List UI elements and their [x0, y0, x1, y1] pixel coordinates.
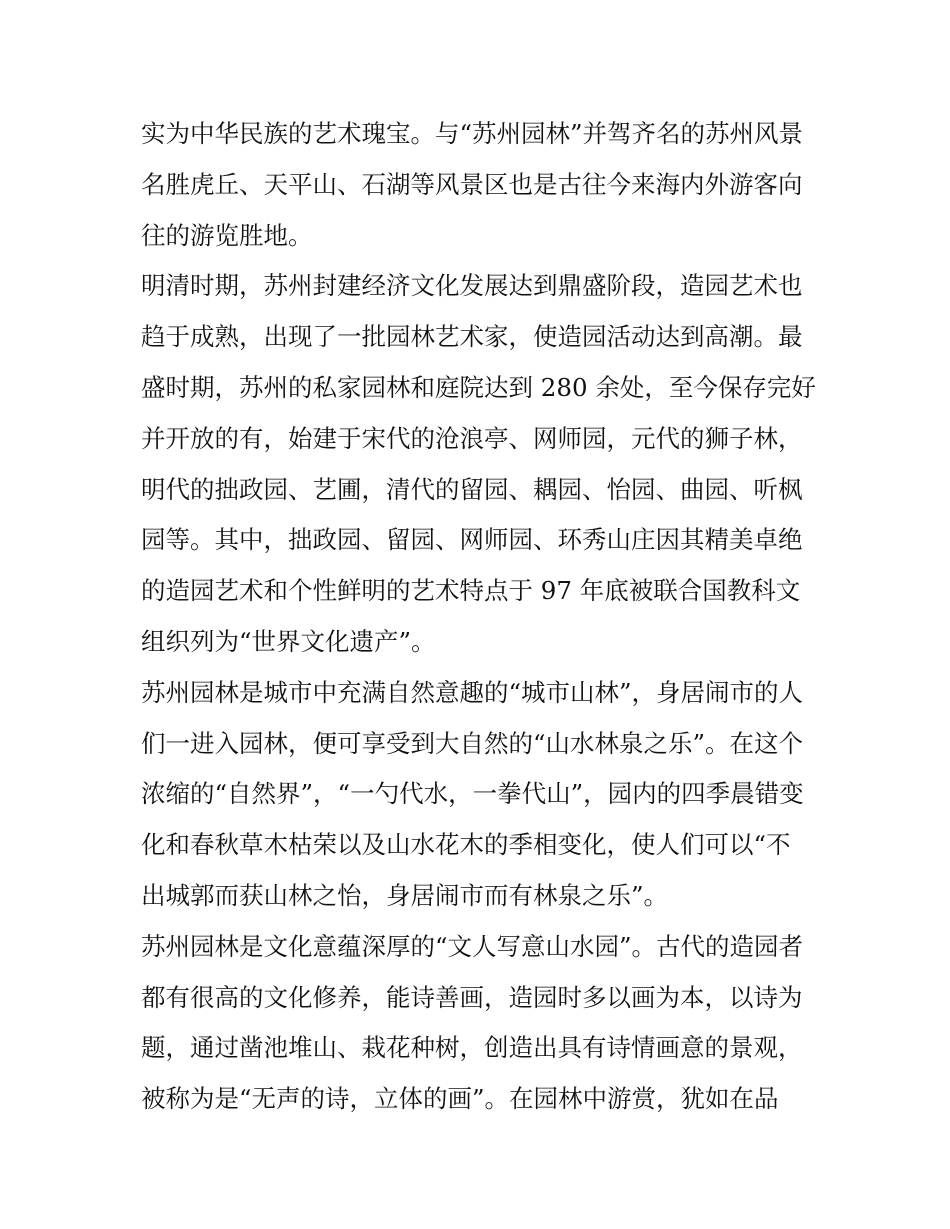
- text-line: 明代的拙政园、艺圃，清代的留园、耦园、怡园、曲园、听枫: [141, 474, 803, 504]
- text-line: 趋于成熟，出现了一批园林艺术家，使造园活动达到高潮。最: [141, 322, 803, 352]
- text-line: 并开放的有，始建于宋代的沧浪亭、网师园，元代的狮子林，: [141, 423, 803, 453]
- text-line: 题，通过凿池堆山、栽花种树，创造出具有诗情画意的景观，: [141, 1033, 803, 1063]
- text-line: 都有很高的文化修养，能诗善画，造园时多以画为本，以诗为: [141, 982, 803, 1012]
- body-text: [141, 109, 821, 1125]
- text-line: 苏州园林是城市中充满自然意趣的“城市山林”，身居闹市的人: [141, 677, 804, 707]
- text-line: 明清时期，苏州封建经济文化发展达到鼎盛阶段，造园艺术也: [141, 271, 803, 301]
- text-line: 的造园艺术和个性鲜明的艺术特点于 97 年底被联合国教科文: [141, 576, 801, 606]
- text-line: 们一进入园林，便可享受到大自然的“山水林泉之乐”。在这个: [141, 728, 804, 758]
- text-line: 化和春秋草木枯荣以及山水花木的季相变化，使人们可以“不: [141, 830, 791, 860]
- text-line: 往的游览胜地。: [141, 220, 313, 250]
- text-line: 盛时期，苏州的私家园林和庭院达到 280 余处，至今保存完好: [141, 372, 816, 402]
- text-line: 组织列为“世界文化遗产”。: [141, 626, 436, 656]
- text-line: 名胜虎丘、天平山、石湖等风景区也是古往今来海内外游客向: [141, 169, 803, 199]
- text-line: 苏州园林是文化意蕴深厚的“文人写意山水园”。古代的造园者: [141, 931, 804, 961]
- text-line: 园等。其中，拙政园、留园、网师园、环秀山庄因其精美卓绝: [141, 525, 803, 555]
- text-line: 出城郭而获山林之怡，身居闹市而有林泉之乐”。: [141, 880, 669, 910]
- text-line: 浓缩的“自然界”，“一勺代水，一拳代山”，园内的四季晨错变: [141, 779, 804, 809]
- text-line: 被称为是“无声的诗，立体的画”。在园林中游赏，犹如在品: [141, 1084, 779, 1114]
- text-line: 实为中华民族的艺术瑰宝。与“苏州园林”并驾齐名的苏州风景: [141, 119, 804, 148]
